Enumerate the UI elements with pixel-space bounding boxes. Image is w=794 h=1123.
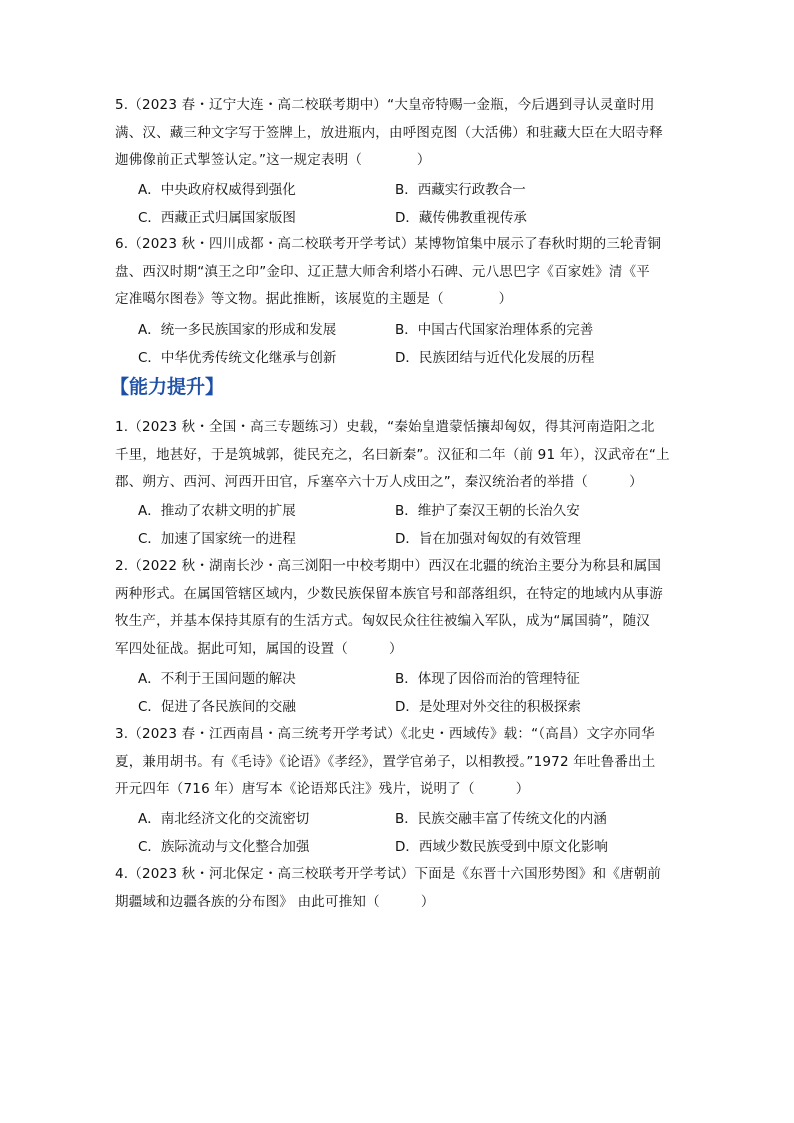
option-a: A．统一多民族国家的形成和发展 [138, 322, 337, 338]
option-b: B．维护了秦汉王朝的长治久安 [395, 503, 580, 519]
question-line: 盘、西汉时期“滇王之印”金印、辽正慧大师舍利塔小石碑、元八思巴字《百家姓》清《平 [115, 263, 650, 280]
option-d: D．民族团结与近代化发展的历程 [395, 349, 595, 366]
question-line: 牧生产，并基本保持其原有的生活方式。匈奴民众往往被编入军队，成为“属国骑”，随汉 [115, 613, 650, 629]
question-line: 3.（2023 春・江西南昌・高三统考开学考试）《北史・西域传》载：“（高昌）文字亦同华 [115, 726, 655, 742]
question-6 [115, 231, 685, 314]
question-2 [115, 553, 685, 663]
option-a: A．中央政府权威得到强化 [138, 182, 296, 198]
option-b: B．民族交融丰富了传统文化的内涵 [395, 811, 607, 827]
question-line: 迦佛像前正式掣签认定。”这一规定表明（ ） [115, 152, 431, 168]
question-line: 2.（2022 秋・湖南长沙・高三浏阳一中校考期中）西汉在北疆的统治主要分为称县和属国 [115, 558, 662, 574]
question-line: 郡、朔方、西河、河西开田官，斥塞卒六十万人戍田之”，秦汉统治者的举措（ ） [115, 474, 643, 490]
option-d: D．西域少数民族受到中原文化影响 [395, 838, 608, 855]
question-3 [115, 721, 685, 804]
question-3-options [138, 806, 658, 861]
question-line: 夏，兼用胡书。有《毛诗》《论语》《孝经》，置学官弟子，以相教授。”1972 年吐鲁番出土 [115, 753, 656, 770]
option-b: B．西藏实行政教合一 [395, 182, 526, 198]
question-1-options [138, 498, 658, 553]
question-line: 1.（2023 秋・全国・高三专题练习）史载，“秦始皇遣蒙恬攘却匈奴，得其河南造阳之北 [115, 419, 655, 435]
option-b: B．体现了因俗而治的管理特征 [395, 671, 580, 687]
option-c: C．族际流动与文化整合加强 [138, 838, 310, 855]
question-line: 6.（2023 秋・四川成都・高二校联考开学考试）某博物馆集中展示了春秋时期的三轮青铜 [115, 236, 662, 252]
section-title: 【能力提升】 [110, 376, 225, 398]
option-c: C．促进了各民族间的交融 [138, 698, 296, 715]
option-c: C．加速了国家统一的进程 [138, 530, 296, 547]
question-line: 定准噶尔图卷》等文物。据此推断，该展览的主题是（ ） [115, 291, 513, 307]
option-c: C．中华优秀传统文化继承与创新 [138, 349, 337, 366]
option-d: D．是处理对外交往的积极探索 [395, 698, 581, 715]
option-a: A．不利于王国问题的解决 [138, 671, 296, 687]
question-line: 期疆域和边疆各族的分布图》 由此可推知（ ） [115, 893, 435, 910]
question-line: 军四处征战。据此可知，属国的设置（ ） [115, 640, 403, 657]
question-line: 4.（2023 秋・河北保定・高三校联考开学考试）下面是《东晋十六国形势图》和《唐朝前 [115, 866, 662, 882]
question-2-options [138, 666, 658, 721]
question-line: 满、汉、藏三种文字写于签牌上，放进瓶内，由呼图克图（大活佛）和驻藏大臣在大昭寺释 [115, 124, 663, 141]
question-line: 开元四年（716 年）唐写本《论语郑氏注》残片，说明了（ ） [115, 781, 530, 797]
question-5 [115, 92, 685, 175]
option-d: D．藏传佛教重视传承 [395, 209, 527, 226]
question-5-options [138, 177, 658, 232]
question-line: 千里，地甚好，于是筑城郭，徙民充之，名曰新秦”。汉征和二年（前 91 年），汉武帝在“上 [115, 446, 670, 463]
question-4 [115, 861, 685, 916]
option-d: D．旨在加强对匈奴的有效管理 [395, 530, 581, 547]
question-line: 5.（2023 春・辽宁大连・高二校联考期中）“大皇帝特赐一金瓶，今后遇到寻认灵童时用 [115, 97, 655, 113]
question-6-options [138, 317, 658, 372]
question-line: 两种形式。在属国管辖区域内，少数民族保留本族官号和部落组织，在特定的地域内从事游 [115, 585, 663, 602]
option-a: A．南北经济文化的交流密切 [138, 811, 310, 827]
option-b: B．中国古代国家治理体系的完善 [395, 322, 594, 338]
option-c: C．西藏正式归属国家版图 [138, 209, 296, 226]
option-a: A．推动了农耕文明的扩展 [138, 503, 296, 519]
question-1 [115, 414, 685, 497]
